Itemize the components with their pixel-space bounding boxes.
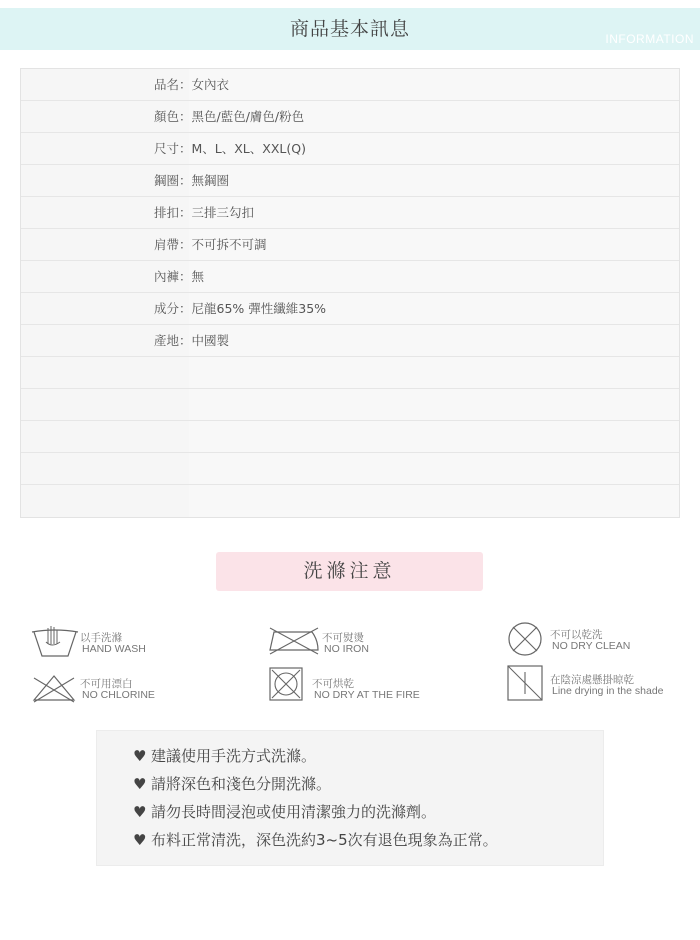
tip-item xyxy=(133,801,436,822)
care-label-en: NO DRY AT THE FIRE xyxy=(314,689,420,701)
info-row xyxy=(21,101,679,133)
tip-item xyxy=(133,773,331,794)
no-iron-icon xyxy=(268,626,320,656)
care-label-en: NO CHLORINE xyxy=(82,689,155,701)
info-row xyxy=(21,197,679,229)
care-label-zh: 不可以乾洗 xyxy=(550,629,603,641)
hand-wash-icon xyxy=(30,622,80,658)
heart-icon: ♥ xyxy=(133,775,147,793)
care-label-en: NO DRY CLEAN xyxy=(552,640,631,652)
care-label-zh: 不可熨燙 xyxy=(322,632,364,644)
care-label-en: Line drying in the shade xyxy=(552,685,664,697)
info-row xyxy=(21,261,679,293)
info-row xyxy=(21,229,679,261)
info-text: 排扣：三排三勾扣 xyxy=(154,205,255,220)
info-row-empty xyxy=(21,357,679,389)
line-dry-shade-icon xyxy=(506,664,544,702)
care-item-no-chlorine xyxy=(30,672,230,706)
info-text: 肩帶：不可拆不可調 xyxy=(154,237,267,252)
care-item-no-dry-clean xyxy=(506,620,696,660)
care-label-en: NO IRON xyxy=(324,643,369,655)
no-dry-clean-icon xyxy=(506,620,544,658)
info-text: 顏色：黑色/藍色/膚色/粉色 xyxy=(154,109,305,124)
tip-item xyxy=(133,745,316,766)
care-label-zh: 在陰涼處懸掛晾乾 xyxy=(550,674,634,686)
tip-text: 請將深色和淺色分開洗滌。 xyxy=(151,775,332,793)
heart-icon: ♥ xyxy=(133,747,147,765)
care-label-zh: 不可烘乾 xyxy=(312,678,354,690)
info-row-empty xyxy=(21,485,679,517)
product-info-table xyxy=(20,68,680,518)
tip-text: 布料正常清洗，深色洗約3~5次有退色現象為正常。 xyxy=(151,831,498,849)
info-text: 鋼圈：無鋼圈 xyxy=(154,173,230,188)
info-row xyxy=(21,293,679,325)
care-label-zh: 不可用漂白 xyxy=(80,678,133,690)
info-text: 成分：尼龍65% 彈性纖維35% xyxy=(154,301,327,316)
heart-icon: ♥ xyxy=(133,831,147,849)
info-text: 尺寸：M、L、XL、XXL(Q) xyxy=(154,141,306,156)
info-text: 產地：中國製 xyxy=(154,333,230,348)
info-row-empty xyxy=(21,389,679,421)
care-item-no-iron xyxy=(268,622,468,662)
info-row xyxy=(21,133,679,165)
info-row-empty xyxy=(21,421,679,453)
washing-tips-box xyxy=(96,730,604,866)
info-row-empty xyxy=(21,453,679,485)
care-label-zh: 以手洗滌 xyxy=(80,632,122,644)
info-row xyxy=(21,325,679,357)
no-tumble-dry-icon xyxy=(268,666,304,702)
care-label-en: HAND WASH xyxy=(82,643,146,655)
info-text: 品名：女內衣 xyxy=(154,77,230,92)
care-item-no-tumble-dry xyxy=(268,666,468,706)
care-item-line-dry-shade xyxy=(506,664,696,704)
heart-icon: ♥ xyxy=(133,803,147,821)
tip-text: 請勿長時間浸泡或使用清潔強力的洗滌劑。 xyxy=(151,803,437,821)
info-row xyxy=(21,165,679,197)
no-chlorine-icon xyxy=(30,672,78,704)
section-subtitle-info: INFORMATION xyxy=(605,32,694,46)
care-item-hand-wash xyxy=(30,620,230,660)
tip-item xyxy=(133,829,498,850)
tip-text: 建議使用手洗方式洗滌。 xyxy=(151,747,317,765)
section-title-care: 洗滌注意 xyxy=(303,560,396,582)
info-row xyxy=(21,69,679,101)
info-text: 內褲：無 xyxy=(154,269,205,284)
section-title-info: 商品基本訊息 xyxy=(289,18,410,40)
